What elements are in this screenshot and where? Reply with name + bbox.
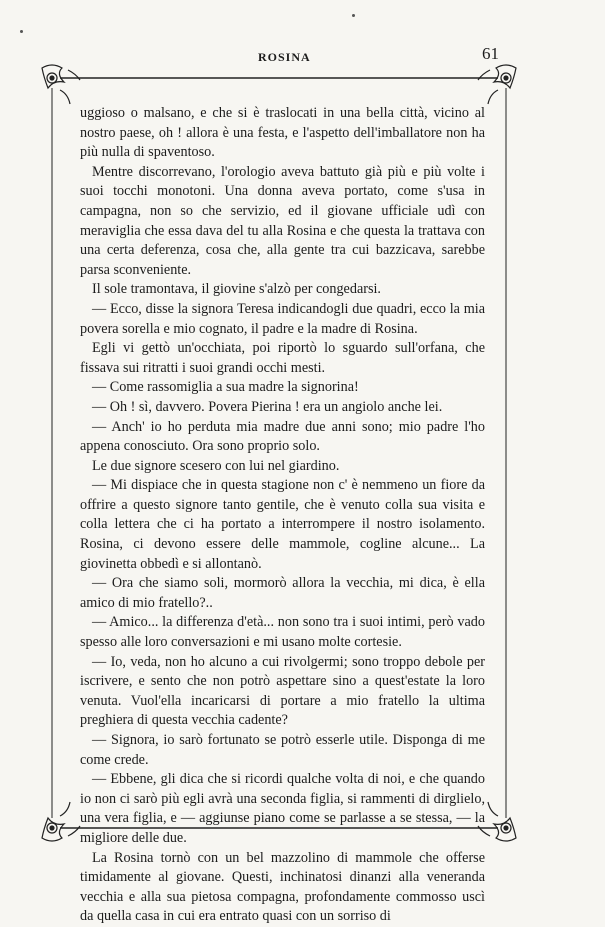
paragraph: — Signora, io sarò fortunato se potrò esserle utile. Disponga di me come crede. [80, 732, 485, 768]
paragraph: — Ecco, disse la signora Teresa indicandogli due quadri, ecco la mia povera sorella e mio cognato, il padre e la madre di Rosina. [80, 300, 485, 337]
corner-ornament-top-left [42, 65, 80, 104]
paragraph: uggioso o malsano, e che si è traslocati in una bella città, vicino al nostro paese, oh ! allora è una festa, e l'aspetto dell'imballatore non ha più nulla di spaventoso. [80, 105, 485, 161]
paragraph: — Io, veda, non ho alcuno a cui rivolgermi; sono troppo debole per iscrivere, e sento che non potrò aspettare sino a quest'estate la loro venuta. Vuol'ella incaricarsi di portare a mio fratello la ultima preghiera di questa vecchia cadente? [80, 653, 485, 729]
paragraph: — Anch' io ho perduta mia madre due anni sono; mio padre l'ho appena conosciuto. Ora sono proprio solo. [80, 418, 485, 455]
paragraph: Egli vi gettò un'occhiata, poi riportò lo sguardo sull'orfana, che fissava sui ritratti i suoi grandi occhi mesti. [80, 340, 485, 376]
paragraph: — Mi dispiace che in questa stagione non c' è nemmeno un fiore da offrire a questo signore tanto gentile, che è venuto colla sua visita e colla lettera che ci ha portato a interrompere il nostro isolamento. Rosina, ci devono essere delle mammole, cogline alcune... La giovinetta obbedì e si allontanò. [80, 477, 485, 572]
body-text [80, 104, 485, 927]
corner-ornament-top-right [478, 65, 516, 104]
paragraph: Il sole tramontava, il giovine s'alzò per congedarsi. [92, 281, 381, 298]
paragraph: La Rosina tornò con un bel mazzolino di mammole che offerse timidamente al giovane. Questi, inchinatosi dinanzi alla veneranda vecchia e alla sua pietosa compagna, profondamente commosso uscì da quella casa in cui era entrato quasi con un sorriso di [80, 849, 485, 925]
paragraph: — Come rassomiglia a sua madre la signorina! [92, 379, 359, 396]
running-title: ROSINA [258, 50, 311, 64]
paragraph: Le due signore scesero con lui nel giardino. [92, 457, 340, 474]
corner-ornament-bottom-left [42, 802, 80, 841]
paragraph: — Ebbene, gli dica che si ricordi qualche volta di noi, e che quando io non ci sarò più egli avrà una seconda figlia, si rammenti di dirglielo, una vera figlia, e — aggiunse piano come se parlasse a se stessa, — la migliore delle due. [80, 771, 485, 846]
paragraph: — Oh ! sì, davvero. Povera Pierina ! era un angiolo anche lei. [92, 398, 443, 415]
paragraph: Mentre discorrevano, l'orologio aveva battuto già più e più volte i suoi tocchi monotoni. Una donna aveva portato, come s'usa in campagna, non so che servizio, ed il giovane ufficiale udì con meraviglia che essa dava del tu alla Rosina e che questa la trattava con una certa deferenza, cosa che, alla gente tra cui bazzicava, sarebbe parsa sconveniente. [80, 163, 485, 278]
print-speck [352, 14, 355, 17]
page-number: 61 [482, 44, 499, 63]
print-speck [20, 30, 23, 33]
paragraph: — Amico... la differenza d'età... non sono tra i suoi intimi, però vado spesso alle loro conversazioni e mi usano molte cortesie. [80, 614, 485, 651]
paragraph: — Ora che siamo soli, mormorò allora la vecchia, mi dica, è ella amico di mio fratello?.. [80, 575, 485, 611]
